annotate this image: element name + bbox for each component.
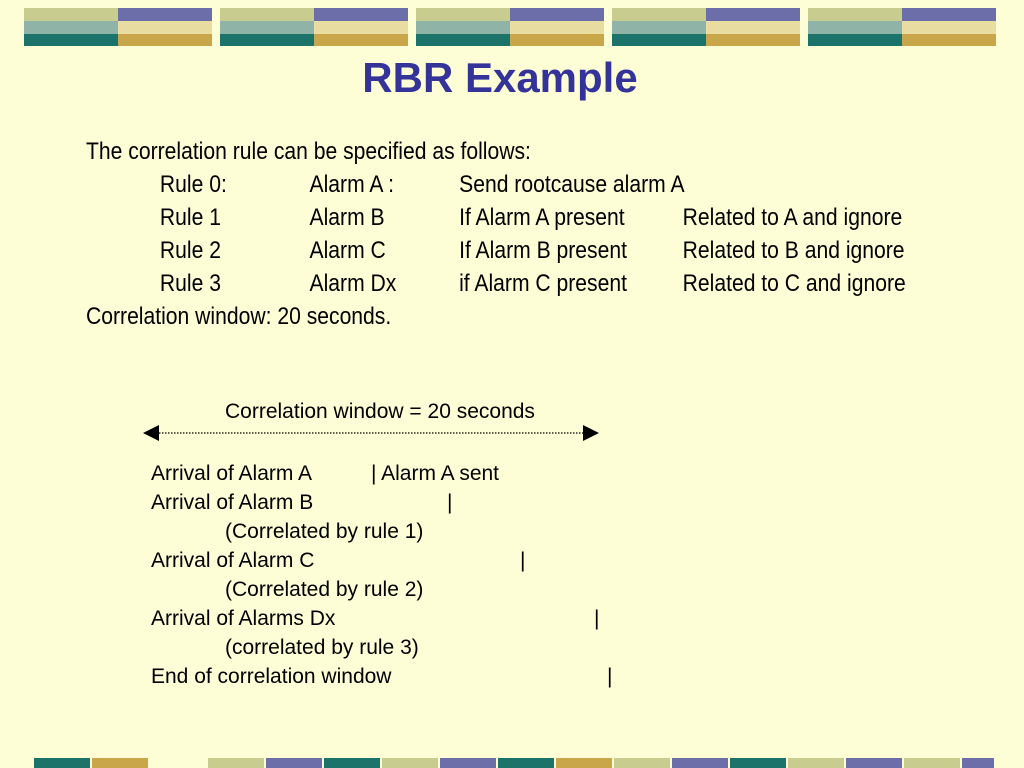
event-text: Arrival of Alarm B bbox=[151, 491, 314, 514]
banner-block bbox=[612, 8, 800, 46]
rule-alarm: Alarm A : bbox=[309, 171, 395, 198]
rule-name: Rule 2 bbox=[159, 237, 221, 264]
rule-name: Rule 1 bbox=[159, 204, 221, 231]
banner-block bbox=[24, 8, 212, 46]
event-text: Arrival of Alarm C bbox=[151, 549, 315, 572]
rule-action: Related to B and ignore bbox=[682, 237, 905, 264]
rule-condition: If Alarm A present bbox=[459, 204, 625, 231]
event-text: (correlated by rule 3) bbox=[225, 636, 419, 659]
rule-name: Rule 0: bbox=[159, 171, 227, 198]
rule-action: Related to C and ignore bbox=[682, 270, 906, 297]
banner-block bbox=[220, 8, 408, 46]
event-text: End of correlation window bbox=[151, 665, 392, 688]
event-marker: | bbox=[447, 491, 453, 514]
rule-alarm: Alarm C bbox=[309, 237, 386, 264]
event-text: (Correlated by rule 2) bbox=[225, 578, 424, 601]
rule-alarm: Alarm B bbox=[309, 204, 385, 231]
rule-condition: If Alarm B present bbox=[459, 237, 627, 264]
rule-alarm: Alarm Dx bbox=[309, 270, 397, 297]
double-arrow-icon bbox=[143, 424, 599, 442]
event-text: Arrival of Alarms Dx bbox=[151, 607, 336, 630]
rule-action: Related to A and ignore bbox=[682, 204, 903, 231]
banner-block bbox=[808, 8, 996, 46]
event-text: Arrival of Alarm A bbox=[151, 462, 313, 485]
window-label: Correlation window = 20 seconds bbox=[225, 400, 535, 423]
rule-condition: if Alarm C present bbox=[459, 270, 627, 297]
intro-text: The correlation rule can be specified as follows: bbox=[86, 138, 531, 165]
event-marker: | bbox=[594, 607, 600, 630]
top-decorative-banner bbox=[24, 8, 998, 46]
bottom-decorative-strip bbox=[34, 758, 994, 768]
rule-name: Rule 3 bbox=[159, 270, 221, 297]
window-text: Correlation window: 20 seconds. bbox=[86, 303, 392, 330]
rule-condition: Send rootcause alarm A bbox=[459, 171, 685, 198]
event-marker: | bbox=[607, 665, 613, 688]
event-marker: | bbox=[520, 549, 526, 572]
event-marker: | Alarm A sent bbox=[371, 462, 500, 485]
slide-title: RBR Example bbox=[362, 54, 638, 101]
banner-block bbox=[416, 8, 604, 46]
event-text: (Correlated by rule 1) bbox=[225, 520, 424, 543]
